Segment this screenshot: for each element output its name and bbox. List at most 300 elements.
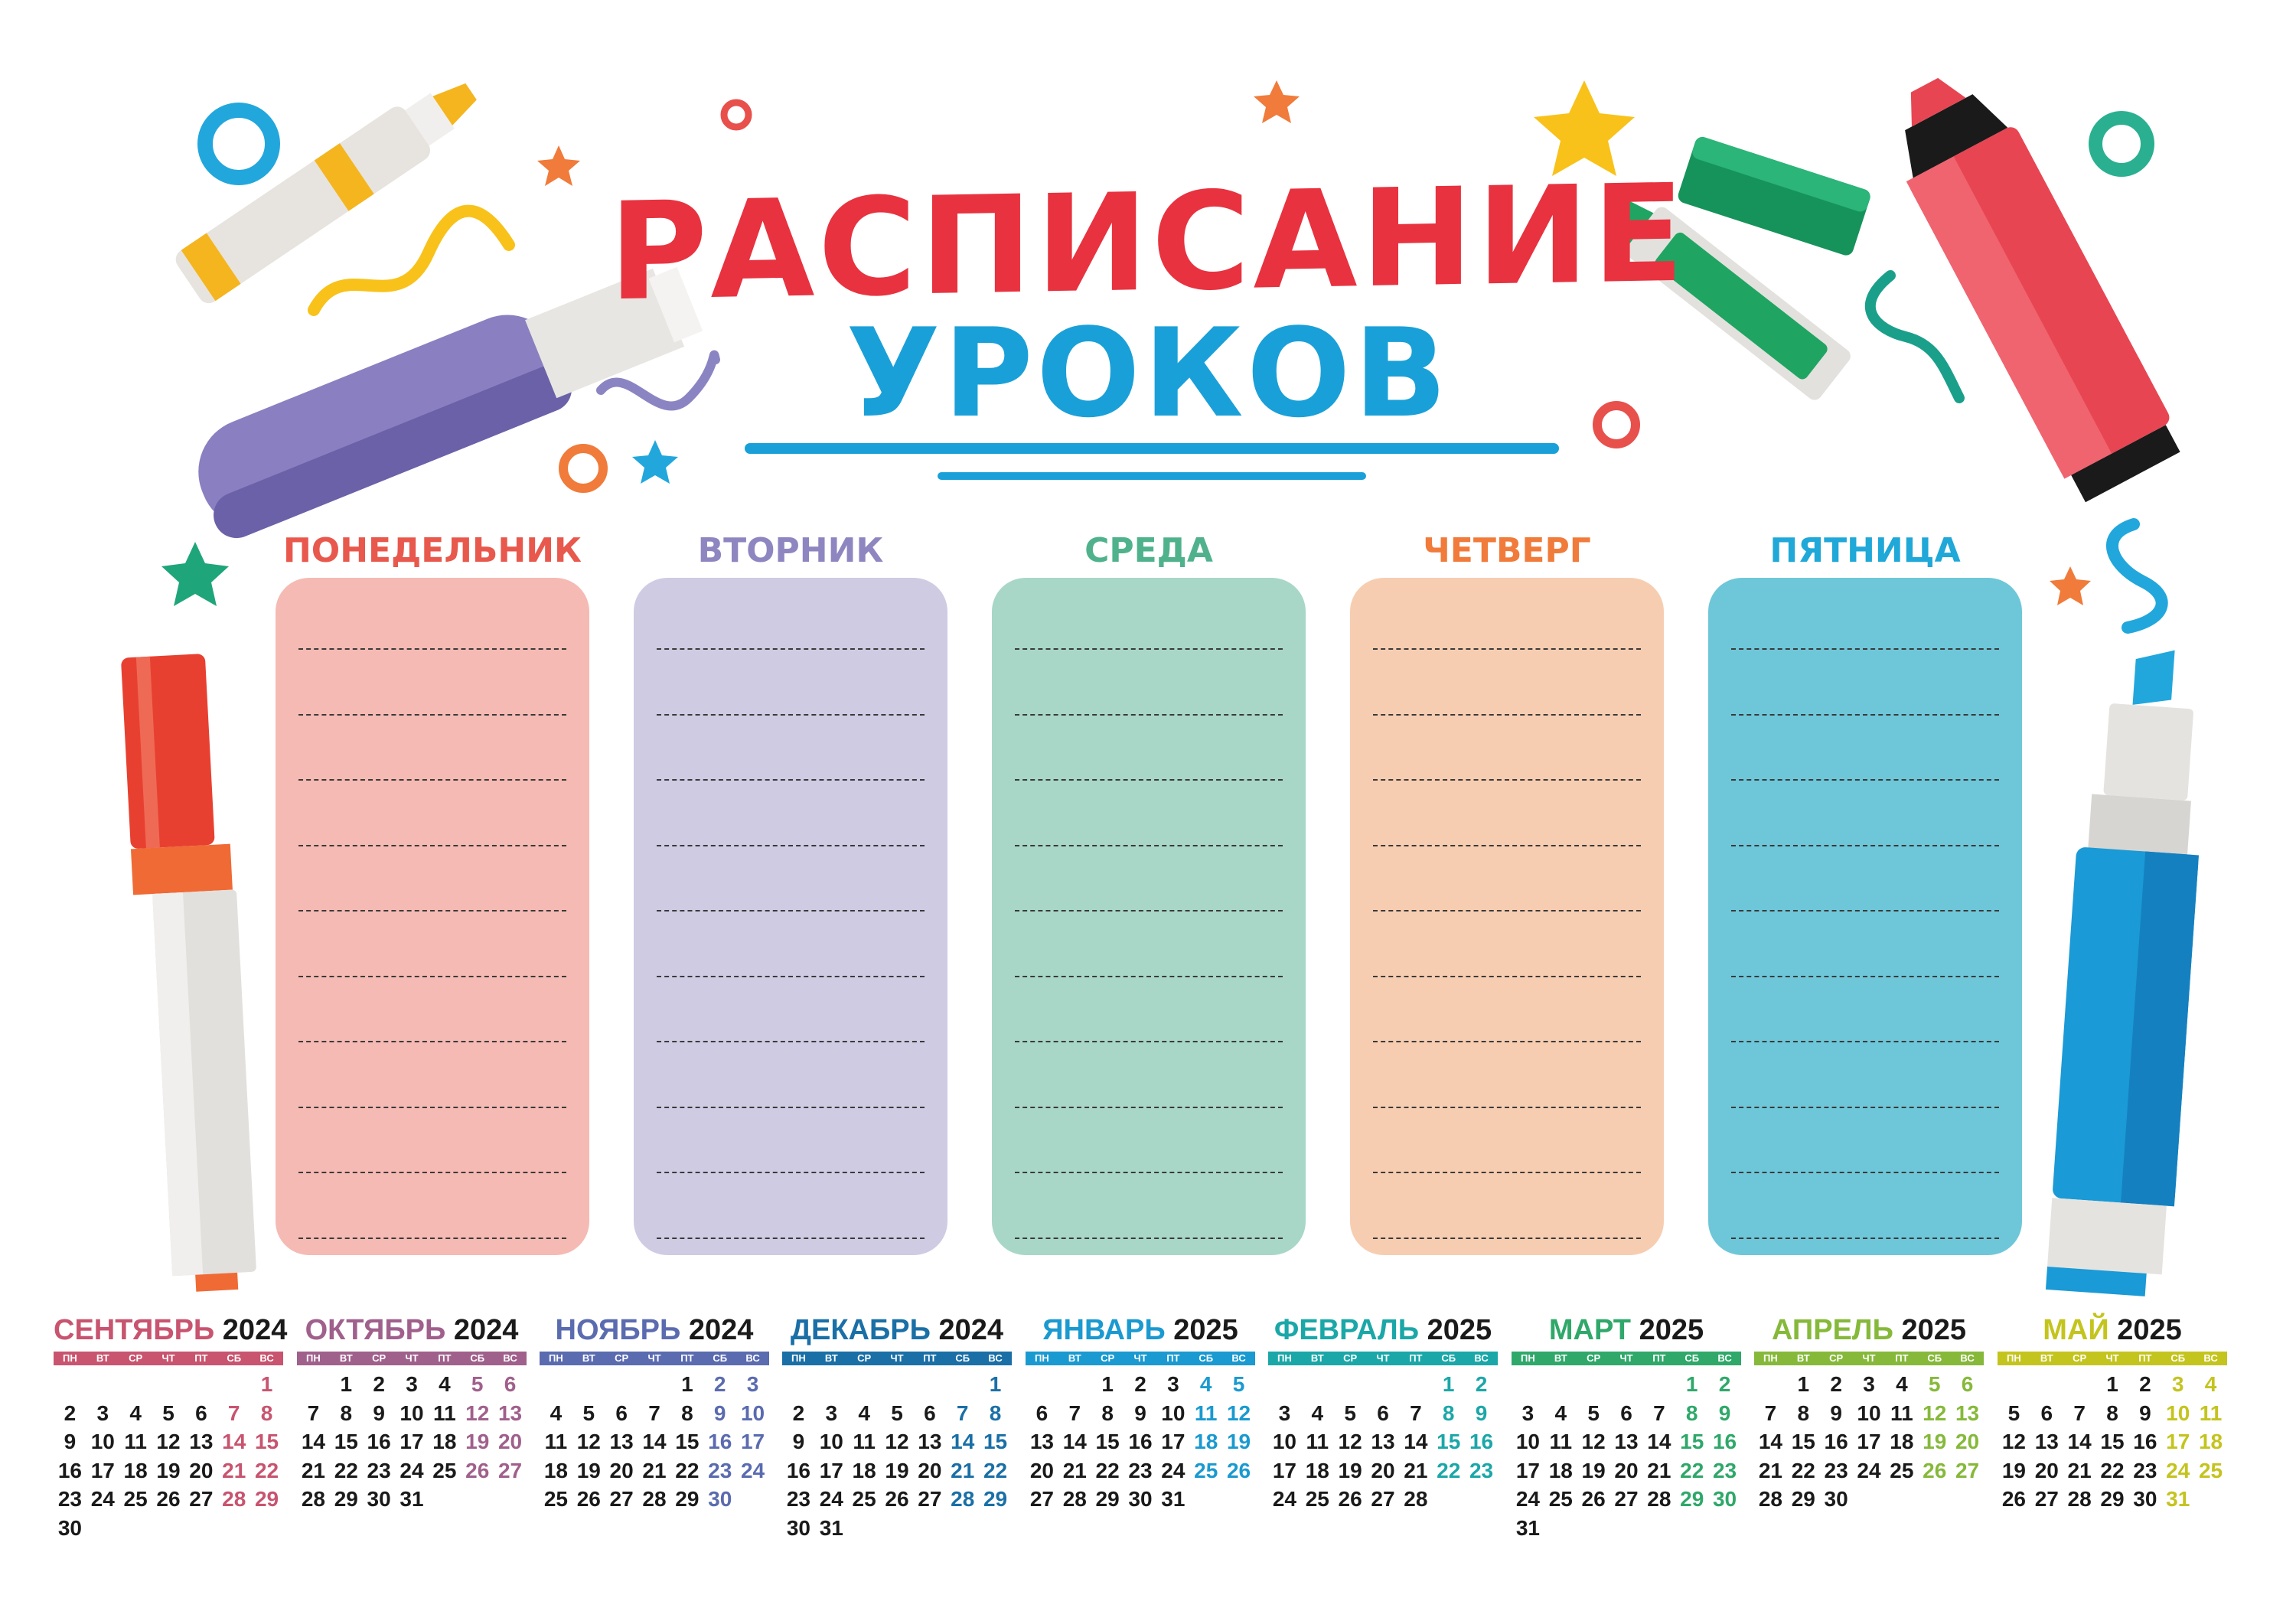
calendar-day: 13 bbox=[1029, 1430, 1054, 1453]
weekday-label: ВС bbox=[503, 1352, 517, 1364]
weekend-day: 5 bbox=[1928, 1372, 1941, 1396]
calendar-day: 26 bbox=[1338, 1487, 1362, 1511]
month-year: 2025 bbox=[1639, 1314, 1704, 1346]
lesson-line[interactable] bbox=[1731, 910, 1999, 911]
weekend-day: 11 bbox=[2199, 1401, 2223, 1425]
empty-cell bbox=[54, 1370, 86, 1399]
lesson-line[interactable] bbox=[1731, 976, 1999, 977]
calendar-day: 24 bbox=[90, 1487, 115, 1511]
weekend-day: 10 bbox=[2166, 1401, 2190, 1425]
calendar-day: 14 bbox=[2067, 1430, 2092, 1453]
month-days-grid bbox=[1268, 1370, 1498, 1514]
calendar-day: 13 bbox=[2034, 1430, 2059, 1453]
calendar-day: 5 bbox=[2007, 1401, 2020, 1425]
calendar-day: 17 bbox=[1272, 1458, 1296, 1482]
weekend-day: 27 bbox=[1955, 1458, 1980, 1482]
calendar-day: 5 bbox=[1587, 1401, 1600, 1425]
weekday-label: ВС bbox=[1717, 1352, 1732, 1364]
calendar-day: 18 bbox=[1890, 1430, 1914, 1453]
calendar-day: 12 bbox=[885, 1430, 909, 1453]
calendar-day: 3 bbox=[1167, 1372, 1179, 1396]
calendar-day: 27 bbox=[609, 1487, 634, 1511]
weekend-day: 24 bbox=[2166, 1458, 2190, 1482]
weekend-day: 14 bbox=[951, 1430, 975, 1453]
lesson-line[interactable] bbox=[657, 976, 925, 977]
calendar-day: 23 bbox=[57, 1487, 82, 1511]
weekend-day: 3 bbox=[746, 1372, 759, 1396]
weekend-day: 9 bbox=[713, 1401, 726, 1425]
calendar-day: 13 bbox=[1371, 1430, 1395, 1453]
weekend-day: 28 bbox=[222, 1487, 246, 1511]
calendar-day: 11 bbox=[1890, 1401, 1913, 1425]
empty-cell bbox=[1577, 1370, 1610, 1399]
lesson-line[interactable] bbox=[657, 648, 925, 650]
calendar-day: 13 bbox=[1614, 1430, 1639, 1453]
weekend-day: 16 bbox=[1469, 1430, 1494, 1453]
lesson-line[interactable] bbox=[298, 1107, 566, 1108]
calendar-day: 28 bbox=[301, 1487, 325, 1511]
calendar-day: 7 bbox=[1653, 1401, 1665, 1425]
calendar-day: 4 bbox=[129, 1401, 142, 1425]
weekday-label: СР bbox=[372, 1352, 386, 1364]
lesson-line[interactable] bbox=[298, 1041, 566, 1042]
weekday-label: ПН bbox=[63, 1352, 77, 1364]
day-title: ВТОРНИК bbox=[697, 531, 884, 570]
calendar-day: 27 bbox=[189, 1487, 214, 1511]
empty-cell bbox=[1334, 1370, 1367, 1399]
calendar-day: 1 bbox=[340, 1372, 353, 1396]
weekend-day: 26 bbox=[1226, 1458, 1251, 1482]
lesson-line[interactable] bbox=[657, 779, 925, 781]
weekday-header bbox=[297, 1352, 527, 1365]
calendar-day: 14 bbox=[1647, 1430, 1671, 1453]
calendar-day: 5 bbox=[891, 1401, 903, 1425]
calendar-day: 20 bbox=[1029, 1458, 1054, 1482]
weekday-label: ВТ bbox=[1796, 1352, 1810, 1364]
weekday-label: ПН bbox=[549, 1352, 563, 1364]
calendar-day: 26 bbox=[156, 1487, 181, 1511]
day-lessons-panel bbox=[1708, 578, 2022, 1255]
weekday-label: ПТ bbox=[923, 1352, 937, 1364]
lesson-line[interactable] bbox=[1373, 1238, 1641, 1239]
weekend-day: 13 bbox=[497, 1401, 523, 1425]
calendar-day: 26 bbox=[885, 1487, 909, 1511]
calendar-day: 4 bbox=[1554, 1401, 1567, 1425]
page-title-line2: УРОКОВ bbox=[846, 302, 1450, 445]
calendar-day: 30 bbox=[2133, 1487, 2157, 1511]
calendar-day: 13 bbox=[189, 1430, 214, 1453]
calendar-day: 16 bbox=[786, 1458, 810, 1482]
calendar-day: 14 bbox=[642, 1430, 667, 1453]
lesson-line[interactable] bbox=[1731, 714, 1999, 716]
weekday-label: ЧТ bbox=[647, 1352, 661, 1364]
calendar-day: 13 bbox=[609, 1430, 634, 1453]
weekend-day: 6 bbox=[504, 1372, 517, 1396]
weekend-day: 1 bbox=[1442, 1372, 1455, 1396]
lesson-line[interactable] bbox=[1731, 1172, 1999, 1173]
weekend-day: 21 bbox=[951, 1458, 975, 1482]
calendar-day: 29 bbox=[1791, 1487, 1815, 1511]
month-title bbox=[1998, 1313, 2227, 1347]
calendar-day: 7 bbox=[1068, 1401, 1081, 1425]
calendar-day: 28 bbox=[1062, 1487, 1087, 1511]
weekday-label: СР bbox=[1587, 1352, 1601, 1364]
day-title: СРЕДА bbox=[1084, 531, 1213, 570]
lesson-line[interactable] bbox=[1015, 845, 1283, 846]
weekend-day: 1 bbox=[989, 1372, 1002, 1396]
weekday-label: ВТ bbox=[582, 1352, 595, 1364]
calendar-day: 19 bbox=[1581, 1458, 1606, 1482]
green-star-decoration bbox=[161, 542, 229, 606]
calendar-day: 17 bbox=[1857, 1430, 1881, 1453]
weekend-day: 24 bbox=[740, 1458, 765, 1482]
weekday-label: ВС bbox=[745, 1352, 760, 1364]
weekday-label: ПН bbox=[791, 1352, 806, 1364]
weekend-day: 1 bbox=[1685, 1372, 1698, 1396]
calendar-day: 1 bbox=[1797, 1372, 1810, 1396]
empty-cell bbox=[86, 1370, 119, 1399]
empty-cell bbox=[881, 1370, 914, 1399]
calendar-day: 12 bbox=[576, 1430, 601, 1453]
calendar-day: 30 bbox=[1824, 1487, 1848, 1511]
weekday-label: ПТ bbox=[1166, 1352, 1180, 1364]
weekend-day: 2 bbox=[1718, 1372, 1731, 1396]
weekend-day: 26 bbox=[465, 1458, 490, 1482]
weekend-day: 8 bbox=[1442, 1401, 1455, 1425]
lesson-line[interactable] bbox=[1373, 714, 1641, 716]
calendar-day: 10 bbox=[1161, 1401, 1186, 1425]
calendar-day: 10 bbox=[400, 1401, 424, 1425]
weekday-label: ВС bbox=[1231, 1352, 1246, 1364]
calendar-day: 28 bbox=[1758, 1487, 1782, 1511]
lesson-line[interactable] bbox=[1373, 910, 1641, 911]
calendar-day: 12 bbox=[156, 1430, 181, 1453]
calendar-day: 15 bbox=[675, 1430, 700, 1453]
empty-cell bbox=[1367, 1370, 1400, 1399]
calendar-day: 3 bbox=[825, 1401, 838, 1425]
lesson-line[interactable] bbox=[657, 845, 925, 846]
calendar-day: 16 bbox=[2133, 1430, 2157, 1453]
calendar-day: 12 bbox=[1338, 1430, 1362, 1453]
weekend-day: 21 bbox=[222, 1458, 246, 1482]
lesson-line[interactable] bbox=[298, 910, 566, 911]
calendar-day: 22 bbox=[675, 1458, 700, 1482]
weekday-header bbox=[1754, 1352, 1984, 1365]
calendar-day: 24 bbox=[1515, 1487, 1540, 1511]
weekend-day: 29 bbox=[983, 1487, 1008, 1511]
weekend-day: 3 bbox=[2171, 1372, 2184, 1396]
lesson-line[interactable] bbox=[298, 976, 566, 977]
lesson-line[interactable] bbox=[1731, 779, 1999, 781]
weekday-label: ВТ bbox=[339, 1352, 353, 1364]
month-title bbox=[54, 1313, 288, 1347]
weekday-label: СБ bbox=[955, 1352, 970, 1364]
lesson-line[interactable] bbox=[1015, 1041, 1283, 1042]
empty-cell bbox=[848, 1370, 881, 1399]
weekday-header bbox=[1512, 1352, 1741, 1365]
weekday-label: ПТ bbox=[1895, 1352, 1909, 1364]
calendar-day: 25 bbox=[1305, 1487, 1329, 1511]
lesson-line[interactable] bbox=[1015, 648, 1283, 650]
calendar-day: 24 bbox=[819, 1487, 843, 1511]
calendar-day: 1 bbox=[681, 1372, 693, 1396]
calendar-day: 14 bbox=[301, 1430, 325, 1453]
weekday-label: ВТ bbox=[2040, 1352, 2053, 1364]
weekday-label: ЧТ bbox=[2105, 1352, 2119, 1364]
calendar-day: 3 bbox=[1278, 1401, 1291, 1425]
month-name: ДЕКАБРЬ bbox=[790, 1314, 931, 1346]
weekend-day: 23 bbox=[1712, 1458, 1737, 1482]
empty-cell bbox=[540, 1370, 572, 1399]
weekday-label: СБ bbox=[227, 1352, 242, 1364]
lesson-line[interactable] bbox=[298, 845, 566, 846]
calendar-day: 5 bbox=[162, 1401, 174, 1425]
calendar-day: 31 bbox=[1161, 1487, 1186, 1511]
weekend-day: 13 bbox=[1955, 1401, 1980, 1425]
calendar-day: 10 bbox=[90, 1430, 115, 1453]
lesson-line[interactable] bbox=[1373, 976, 1641, 977]
weekday-label: СР bbox=[615, 1352, 629, 1364]
weekday-label: ПТ bbox=[2138, 1352, 2152, 1364]
calendar-day: 18 bbox=[1305, 1458, 1329, 1482]
calendar-day: 28 bbox=[2067, 1487, 2092, 1511]
calendar-day: 21 bbox=[1062, 1458, 1087, 1482]
lesson-line[interactable] bbox=[1373, 648, 1641, 650]
lesson-line[interactable] bbox=[1373, 1107, 1641, 1108]
weekday-label: ЧТ bbox=[405, 1352, 419, 1364]
weekday-label: ПТ bbox=[1409, 1352, 1423, 1364]
empty-cell bbox=[1058, 1370, 1091, 1399]
weekend-day: 25 bbox=[2198, 1458, 2223, 1482]
weekend-day: 6 bbox=[1961, 1372, 1974, 1396]
calendar-day: 8 bbox=[340, 1401, 353, 1425]
empty-cell bbox=[605, 1370, 638, 1399]
calendar-day: 30 bbox=[367, 1487, 391, 1511]
lesson-line[interactable] bbox=[1373, 845, 1641, 846]
weekend-day: 22 bbox=[1437, 1458, 1461, 1482]
calendar-day: 6 bbox=[1620, 1401, 1632, 1425]
calendar-day: 11 bbox=[544, 1430, 568, 1453]
lesson-line[interactable] bbox=[1015, 976, 1283, 977]
lesson-line[interactable] bbox=[1015, 1238, 1283, 1239]
lesson-line[interactable] bbox=[1731, 1238, 1999, 1239]
month-days-grid bbox=[1026, 1370, 1255, 1514]
empty-cell bbox=[119, 1370, 152, 1399]
weekend-day: 20 bbox=[1955, 1430, 1980, 1453]
weekend-day: 19 bbox=[1226, 1430, 1251, 1453]
calendar-day: 9 bbox=[792, 1430, 805, 1453]
weekday-label: СБ bbox=[470, 1352, 485, 1364]
lesson-line[interactable] bbox=[298, 1172, 566, 1173]
weekend-day: 12 bbox=[1226, 1401, 1251, 1425]
calendar-day: 12 bbox=[2001, 1430, 2026, 1453]
weekday-label: СБ bbox=[1199, 1352, 1214, 1364]
day-title: ПЯТНИЦА bbox=[1769, 531, 1961, 570]
weekday-label: ЧТ bbox=[1619, 1352, 1633, 1364]
calendar-day: 21 bbox=[1404, 1458, 1428, 1482]
month-days-grid bbox=[782, 1370, 1012, 1542]
weekday-label: ВС bbox=[1474, 1352, 1489, 1364]
weekend-day: 30 bbox=[1712, 1487, 1737, 1511]
calendar-month bbox=[1026, 1313, 1255, 1514]
weekday-label: ВТ bbox=[1310, 1352, 1324, 1364]
calendar-day: 2 bbox=[2139, 1372, 2151, 1396]
calendar-day: 15 bbox=[334, 1430, 358, 1453]
orange-star-decoration-right bbox=[2050, 566, 2091, 605]
orange-star-decoration bbox=[537, 145, 580, 186]
month-year: 2024 bbox=[222, 1314, 288, 1346]
weekend-day: 1 bbox=[260, 1372, 273, 1396]
calendar-day: 3 bbox=[1521, 1401, 1534, 1425]
weekday-label: ПТ bbox=[438, 1352, 452, 1364]
month-title bbox=[1268, 1313, 1498, 1347]
weekend-day: 29 bbox=[1680, 1487, 1704, 1511]
lesson-line[interactable] bbox=[1015, 1107, 1283, 1108]
weekend-day: 12 bbox=[1923, 1401, 1947, 1425]
calendar-day: 3 bbox=[96, 1401, 109, 1425]
month-title bbox=[782, 1313, 1012, 1347]
lesson-line[interactable] bbox=[657, 1172, 925, 1173]
lesson-line[interactable] bbox=[657, 1041, 925, 1042]
calendar-day: 25 bbox=[432, 1458, 457, 1482]
lesson-line[interactable] bbox=[298, 779, 566, 781]
lesson-line[interactable] bbox=[1015, 779, 1283, 781]
day-column bbox=[1350, 528, 1664, 1255]
month-title bbox=[540, 1313, 769, 1347]
calendar-day: 18 bbox=[1548, 1458, 1573, 1482]
empty-cell bbox=[2063, 1370, 2096, 1399]
empty-cell bbox=[815, 1370, 848, 1399]
calendar-day: 30 bbox=[1128, 1487, 1153, 1511]
lesson-line[interactable] bbox=[657, 910, 925, 911]
calendar-day: 9 bbox=[1134, 1401, 1146, 1425]
calendar-day: 4 bbox=[439, 1372, 451, 1396]
calendar-day: 9 bbox=[2139, 1401, 2151, 1425]
calendar-day: 31 bbox=[819, 1515, 843, 1540]
calendar-day: 23 bbox=[1128, 1458, 1153, 1482]
lesson-line[interactable] bbox=[657, 1107, 925, 1108]
calendar-day: 9 bbox=[64, 1430, 77, 1453]
lesson-line[interactable] bbox=[298, 648, 566, 650]
calendar-day: 8 bbox=[681, 1401, 693, 1425]
weekend-day: 17 bbox=[2166, 1430, 2190, 1453]
weekend-day: 14 bbox=[222, 1430, 246, 1453]
month-title bbox=[297, 1313, 527, 1347]
lesson-line[interactable] bbox=[1015, 1172, 1283, 1173]
lesson-line[interactable] bbox=[1015, 910, 1283, 911]
weekend-day: 26 bbox=[1923, 1458, 1947, 1482]
calendar-day: 25 bbox=[852, 1487, 876, 1511]
calendar-day: 23 bbox=[786, 1487, 810, 1511]
calendar-day: 6 bbox=[1035, 1401, 1049, 1425]
calendar-day: 13 bbox=[918, 1430, 942, 1453]
calendar-day: 6 bbox=[2040, 1401, 2053, 1425]
weekday-label: СБ bbox=[1927, 1352, 1942, 1364]
lesson-line[interactable] bbox=[1373, 779, 1641, 781]
calendar-day: 1 bbox=[2106, 1372, 2118, 1396]
lesson-line[interactable] bbox=[298, 714, 566, 716]
calendar-day: 27 bbox=[2034, 1487, 2059, 1511]
day-title: ЧЕТВЕРГ bbox=[1423, 531, 1591, 570]
lesson-line[interactable] bbox=[298, 1238, 566, 1239]
weekday-label: ПТ bbox=[680, 1352, 694, 1364]
lesson-line[interactable] bbox=[1373, 1041, 1641, 1042]
weekday-label: СР bbox=[1829, 1352, 1844, 1364]
weekend-day: 16 bbox=[1712, 1430, 1737, 1453]
calendar-day: 29 bbox=[2100, 1487, 2125, 1511]
calendar-day: 20 bbox=[609, 1458, 634, 1482]
calendar-day: 6 bbox=[924, 1401, 936, 1425]
calendar-day: 17 bbox=[1161, 1430, 1186, 1453]
lesson-line[interactable] bbox=[657, 1238, 925, 1239]
calendar-day: 7 bbox=[648, 1401, 660, 1425]
weekday-label: ПН bbox=[1521, 1352, 1535, 1364]
weekday-header bbox=[1998, 1352, 2227, 1365]
empty-cell bbox=[217, 1370, 250, 1399]
empty-cell bbox=[184, 1370, 217, 1399]
calendar-day: 19 bbox=[2001, 1458, 2026, 1482]
calendar-day: 21 bbox=[1758, 1458, 1782, 1482]
weekday-label: СБ bbox=[713, 1352, 728, 1364]
calendar-day: 2 bbox=[64, 1401, 77, 1425]
lesson-line[interactable] bbox=[1731, 1041, 1999, 1042]
weekend-day: 8 bbox=[260, 1401, 273, 1425]
calendar-day: 10 bbox=[1515, 1430, 1540, 1453]
weekend-day: 5 bbox=[471, 1372, 484, 1396]
calendar-day: 25 bbox=[1890, 1458, 1914, 1482]
calendar-day: 20 bbox=[2034, 1458, 2059, 1482]
calendar-day: 7 bbox=[2073, 1401, 2086, 1425]
weekday-label: ВТ bbox=[96, 1352, 109, 1364]
empty-cell bbox=[1301, 1370, 1334, 1399]
weekday-label: ЧТ bbox=[1376, 1352, 1390, 1364]
weekend-day: 15 bbox=[1680, 1430, 1704, 1453]
weekend-day: 4 bbox=[2204, 1372, 2217, 1396]
calendar-day: 15 bbox=[2100, 1430, 2125, 1453]
day-column bbox=[634, 528, 947, 1255]
empty-cell bbox=[782, 1370, 815, 1399]
calendar-day: 21 bbox=[2067, 1458, 2092, 1482]
month-days-grid bbox=[1998, 1370, 2227, 1514]
weekend-day: 23 bbox=[1469, 1458, 1494, 1482]
month-name: МАРТ bbox=[1548, 1314, 1632, 1346]
weekday-label: ВС bbox=[2203, 1352, 2218, 1364]
lesson-line[interactable] bbox=[1015, 714, 1283, 716]
lesson-line[interactable] bbox=[1731, 845, 1999, 846]
lesson-line[interactable] bbox=[1731, 648, 1999, 650]
weekday-label: ПТ bbox=[194, 1352, 208, 1364]
calendar-day: 23 bbox=[367, 1458, 391, 1482]
lesson-line[interactable] bbox=[1373, 1172, 1641, 1173]
month-days-grid bbox=[1754, 1370, 1984, 1514]
day-lessons-panel bbox=[1350, 578, 1664, 1255]
empty-cell bbox=[913, 1370, 946, 1399]
calendar-day: 14 bbox=[1062, 1430, 1087, 1453]
day-lessons-panel bbox=[634, 578, 947, 1255]
calendar-day: 22 bbox=[1791, 1458, 1815, 1482]
month-year: 2024 bbox=[688, 1314, 754, 1346]
calendar-day: 10 bbox=[1272, 1430, 1296, 1453]
month-name: ОКТЯБРЬ bbox=[305, 1314, 446, 1346]
calendar-day: 22 bbox=[334, 1458, 358, 1482]
calendar-day: 4 bbox=[858, 1401, 870, 1425]
lesson-line[interactable] bbox=[657, 714, 925, 716]
month-year: 2024 bbox=[453, 1314, 519, 1346]
month-name: НОЯБРЬ bbox=[555, 1314, 681, 1346]
weekday-header bbox=[1026, 1352, 1255, 1365]
lesson-line[interactable] bbox=[1731, 1107, 1999, 1108]
calendar-day: 29 bbox=[675, 1487, 700, 1511]
